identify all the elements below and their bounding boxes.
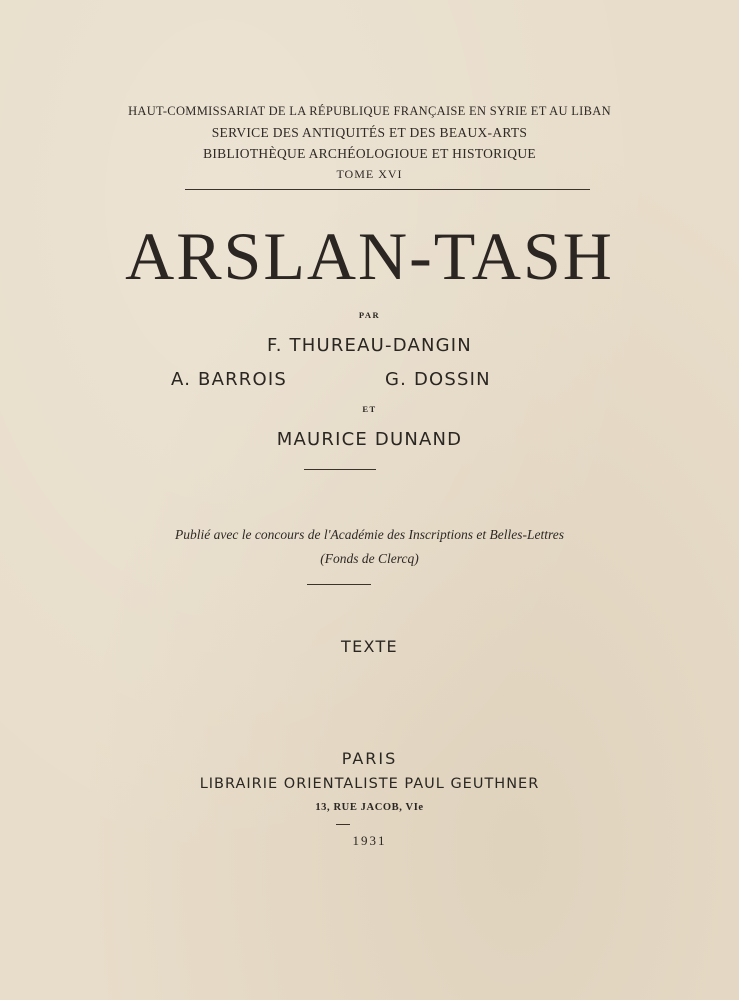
book-title: ARSLAN-TASH bbox=[125, 218, 614, 294]
header-divider bbox=[185, 189, 590, 190]
author-dunand: MAURICE DUNAND bbox=[276, 429, 463, 450]
imprint-dash bbox=[336, 824, 350, 825]
author-thureau-dangin: F. THUREAU-DANGIN bbox=[267, 335, 472, 356]
header-tome: TOME XVI bbox=[336, 167, 403, 181]
imprint-publisher: LIBRAIRIE ORIENTALISTE PAUL GEUTHNER bbox=[199, 776, 540, 792]
fonds-note: (Fonds de Clercq) bbox=[320, 551, 419, 566]
header-bibliotheque: BIBLIOTHÈQUE ARCHÉOLOGIOUE ET HISTORIQUE bbox=[203, 146, 536, 161]
et-label: ET bbox=[362, 404, 377, 414]
divider-short-1 bbox=[304, 469, 376, 470]
publication-note: Publié avec le concours de l'Académie des Inscriptions et Belles-Lettres bbox=[175, 527, 564, 542]
imprint-year: 1931 bbox=[352, 833, 387, 848]
header-commissariat: HAUT-COMMISSARIAT DE LA RÉPUBLIQUE FRANÇAISE EN SYRIE ET AU LIBAN bbox=[128, 104, 611, 118]
author-barrois: A. BARROIS bbox=[171, 369, 288, 390]
divider-short-2 bbox=[307, 584, 371, 585]
header-service: SERVICE DES ANTIQUITÉS ET DES BEAUX-ARTS bbox=[211, 125, 528, 140]
imprint-city: PARIS bbox=[341, 749, 398, 768]
author-dossin: G. DOSSIN bbox=[385, 369, 491, 390]
imprint-address: 13, RUE JACOB, VIe bbox=[315, 802, 424, 813]
section-label: TEXTE bbox=[341, 637, 398, 656]
par-label: PAR bbox=[358, 310, 381, 320]
